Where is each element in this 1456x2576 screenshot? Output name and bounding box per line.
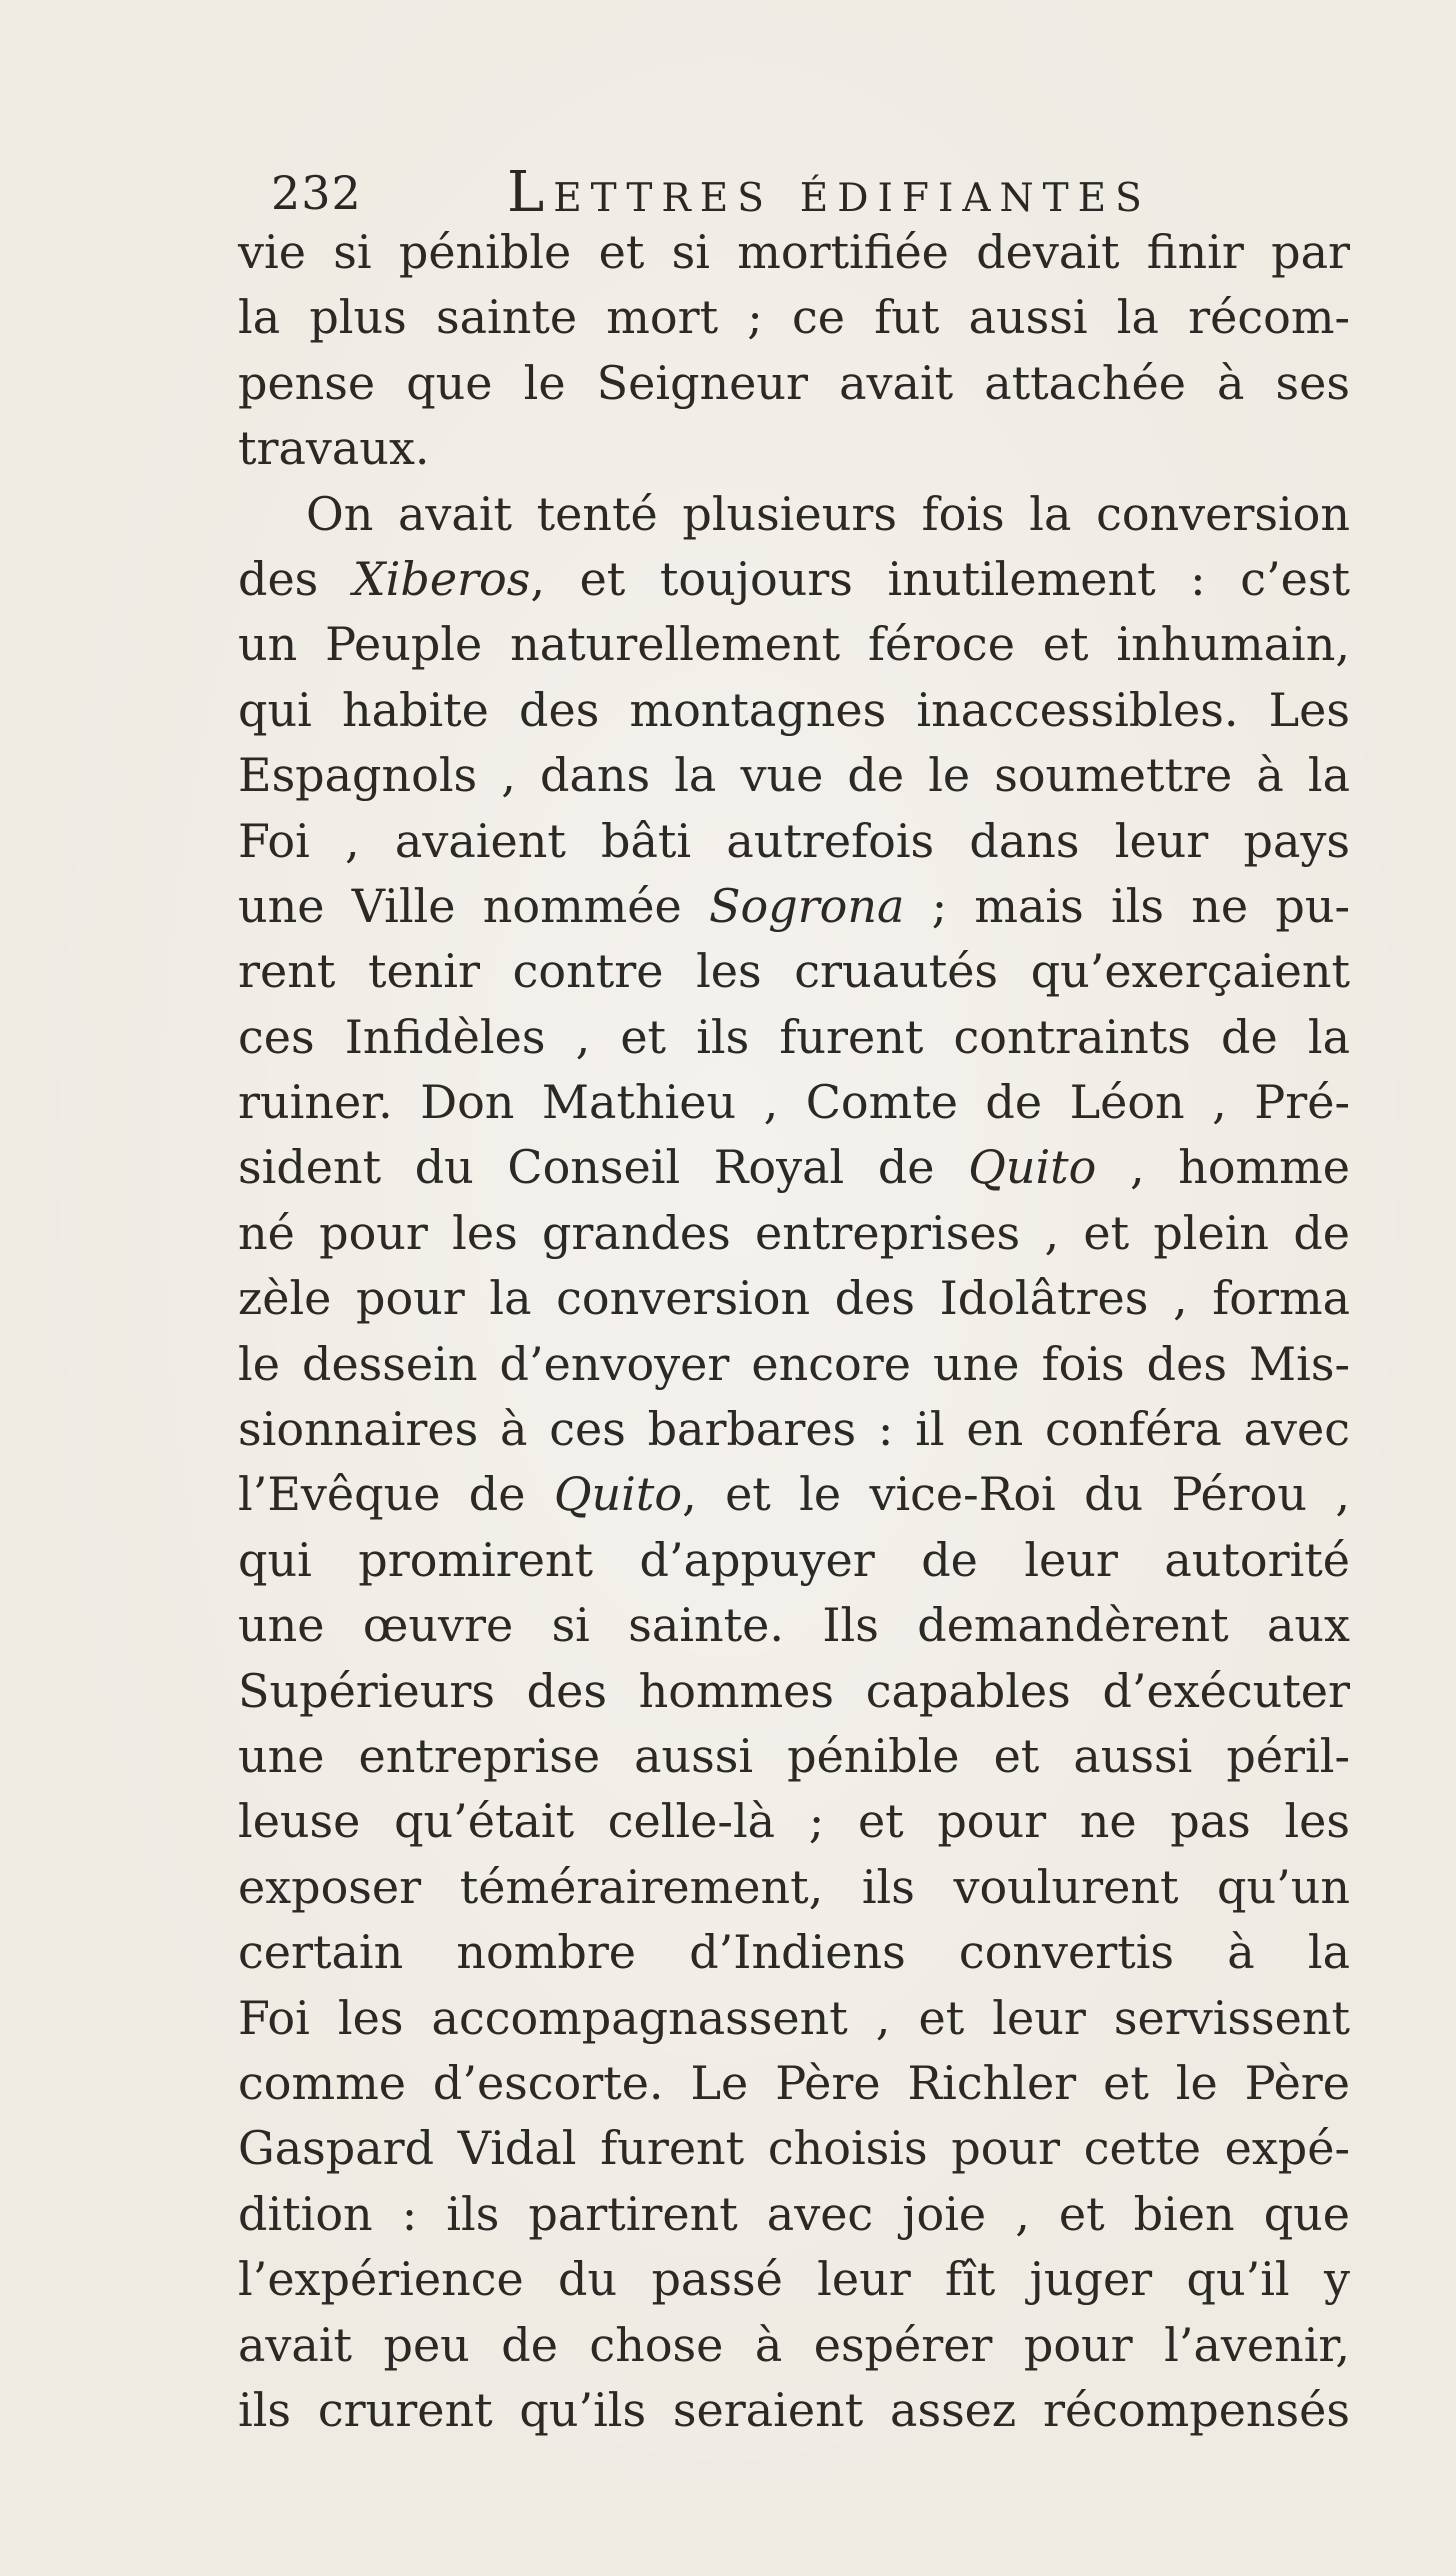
text-line: exposer témérairement, ils voulurent qu’un [238, 1859, 1350, 1914]
running-title: Lettres édifiantes [507, 160, 1151, 225]
text-line: qui habite des montagnes inaccessibles. Les [238, 682, 1350, 737]
text-line: Supérieurs des hommes capables d’exécuter [238, 1663, 1350, 1718]
text-line: travaux. [238, 421, 430, 476]
text-line: la plus sainte mort ; ce fut aussi la récom- [238, 290, 1350, 345]
text-line: des Xiberos, et toujours inutilement : c’est [238, 551, 1350, 606]
text-line: le dessein d’envoyer encore une fois des Mis- [238, 1336, 1350, 1391]
text-line: comme d’escorte. Le Père Richler et le Père [238, 2055, 1350, 2110]
text-line: Foi les accompagnassent , et leur servissent [238, 1990, 1350, 2045]
text-line: une entreprise aussi pénible et aussi péril- [238, 1728, 1350, 1783]
text-line: l’Evêque de Quito, et le vice-Roi du Pérou , [238, 1467, 1350, 1522]
text-line: avait peu de chose à espérer pour l’avenir, [238, 2317, 1350, 2372]
text-line: Gaspard Vidal furent choisis pour cette expé- [238, 2121, 1350, 2176]
text-line: certain nombre d’Indiens convertis à la [238, 1925, 1350, 1980]
text-line: un Peuple naturellement féroce et inhumain, [238, 617, 1350, 672]
text-line: une œuvre si sainte. Ils demandèrent aux [238, 1598, 1350, 1653]
text-line: qui promirent d’appuyer de leur autorité [238, 1532, 1350, 1587]
text-line: né pour les grandes entreprises , et plein de [238, 1205, 1350, 1260]
body-text [238, 220, 1350, 2443]
text-line: sionnaires à ces barbares : il en conféra avec [238, 1402, 1350, 1457]
text-line: Espagnols , dans la vue de le soumettre à la [238, 748, 1350, 803]
text-line: vie si pénible et si mortifiée devait finir par [238, 225, 1350, 279]
text-line: une Ville nommée Sogrona ; mais ils ne pu- [238, 878, 1350, 933]
text-line: dition : ils partirent avec joie , et bien que [238, 2186, 1350, 2241]
text-line: l’expérience du passé leur fît juger qu’il y [238, 2252, 1350, 2307]
text-line: leuse qu’était celle-là ; et pour ne pas les [238, 1794, 1350, 1849]
text-line: ils crurent qu’ils seraient assez récompensés [238, 2382, 1350, 2437]
text-line: ces Infidèles , et ils furent contraints de la [238, 1009, 1350, 1064]
text-line: zèle pour la conversion des Idolâtres , forma [238, 1271, 1350, 1326]
text-line: On avait tenté plusieurs fois la conversion [306, 486, 1350, 541]
page-number: 232 [271, 166, 362, 220]
text-line: rent tenir contre les cruautés qu’exerçaient [238, 944, 1350, 999]
text-line: ruiner. Don Mathieu , Comte de Léon , Pré- [238, 1075, 1350, 1130]
text-line: sident du Conseil Royal de Quito , homme [238, 1140, 1350, 1195]
text-line: pense que le Seigneur avait attachée à ses [238, 355, 1350, 410]
text-line: Foi , avaient bâti autrefois dans leur pays [238, 813, 1350, 868]
